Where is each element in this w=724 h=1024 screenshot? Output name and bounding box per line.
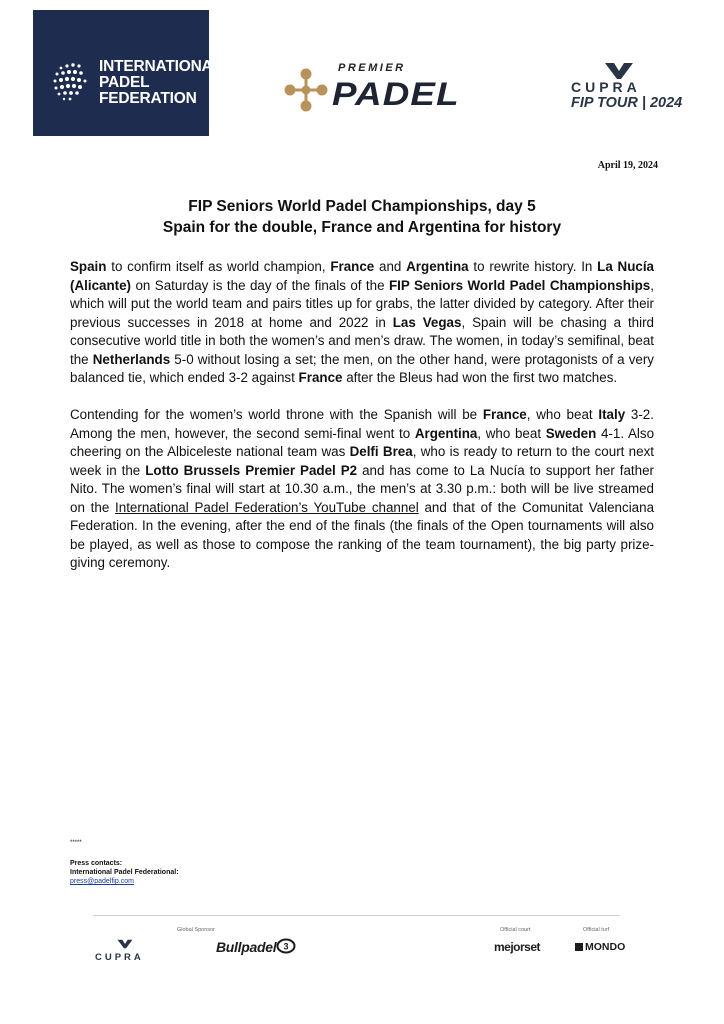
ipf-logo-block <box>33 10 222 136</box>
bullpadel-ring-icon <box>276 938 296 954</box>
padel-wordmark: PADEL <box>332 76 460 112</box>
ipf-ball-logo-icon <box>51 60 95 104</box>
press-body <box>70 258 654 591</box>
cupra-sponsor-wordmark: CUPRA <box>95 952 144 963</box>
press-contacts-label: Press contacts: <box>70 860 123 867</box>
separator-stars: ***** <box>70 840 82 846</box>
fip-tour-wordmark: FIP TOUR | 2024 <box>571 95 683 111</box>
cupra-logo-icon <box>604 62 634 80</box>
press-title <box>0 196 724 238</box>
body-paragraph-2: Contending for the women’s world throne with the Spanish will be France, who beat Italy 3-2. Among the men, however, the second semi-final went to Argentina, who beat Sweden 4-1. Also cheering on the Albiceleste national team was Delfi Brea, who is ready to return to the court next week in the Lotto Brussels Premier Padel P2 and has come to La Nucía to support her father Nito. The women’s final will start at 10.30 a.m., the men’s at 3.30 p.m.: both will be live streamed on the International Padel Federation’s YouTube channel and that of the Comunitat Valenciana Federation. In the evening, after the end of the finals (the finals of the Open tournaments will also be played, as well as those to compose the ranking of the team tournament), the big party prize-giving ceremony. <box>70 407 655 570</box>
mejorset-wordmark: mejorset <box>494 940 541 954</box>
title-line-1: FIP Seniors World Padel Championships, day 5 <box>188 198 536 215</box>
youtube-channel-link[interactable]: International Padel Federation’s YouTube channel <box>115 499 419 515</box>
press-contacts <box>70 859 179 886</box>
title-line-2: Spain for the double, France and Argentina for history <box>162 219 562 236</box>
press-email-link[interactable]: press@padelfip.com <box>70 878 134 885</box>
ipf-wordmark: INTERNATIONAL PADEL FEDERATION <box>99 58 222 107</box>
body-paragraph-1: Spain to confirm itself as world champion, France and Argentina to rewrite history. In La Nucía (Alicante) on Saturday is the day of the finals of the FIP Seniors World Padel Championships, which will put the world team and pairs titles up for grabs, the latter divided by category. After their previous successes in 2018 at home and 2022 in Las Vegas, Spain will be chasing a third consecutive world title in both the women’s and men’s draw. The women, in today’s semifinal, beat the Netherlands 5-0 without losing a set; the men, on the other hand, were protagonists of a very balanced tie, which ended 3-2 against France after the Bleus had won the first two matches. <box>70 259 654 385</box>
ipf-contact-name: International Padel Federational: <box>70 869 179 876</box>
premier-label: PREMIER <box>338 62 406 74</box>
svg-text:3: 3 <box>283 941 289 952</box>
mondo-mark-icon <box>575 943 583 951</box>
cupra-sponsor-logo-icon <box>117 938 133 950</box>
bullpadel-wordmark: Bullpadel <box>216 939 277 955</box>
mondo-wordmark: MONDO <box>575 941 625 953</box>
sponsor-divider <box>93 915 620 916</box>
official-turf-label: Official turf <box>583 927 610 933</box>
cupra-wordmark: CUPRA <box>571 79 641 95</box>
global-sponsor-label: Global Sponsor <box>177 927 215 933</box>
official-court-label: Official court <box>500 927 531 933</box>
press-date: April 19, 2024 <box>597 160 658 171</box>
premier-padel-flower-logo-icon <box>283 67 329 113</box>
